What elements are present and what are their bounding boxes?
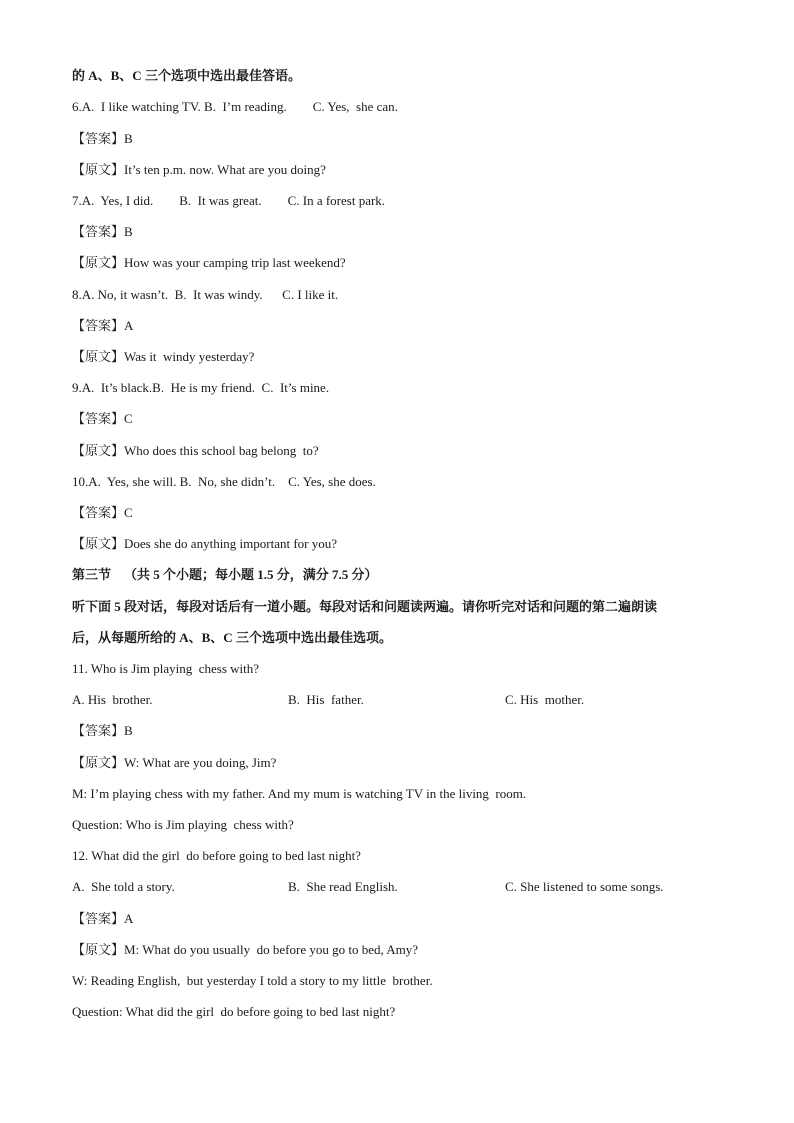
question-12-source: [72, 941, 418, 959]
question-6-answer: [72, 130, 133, 148]
source-label: 【原文】: [72, 536, 125, 551]
question-7-answer: [72, 223, 133, 241]
question-11-answer: [72, 722, 133, 740]
source-text: It’s ten p.m. now. What are you doing?: [124, 162, 326, 177]
source-label: 【原文】: [72, 755, 125, 770]
answer-value: C: [124, 411, 133, 426]
source-label: 【原文】: [72, 162, 125, 177]
answer-label: 【答案】: [72, 224, 125, 239]
question-11-option-b: B. His father.: [288, 692, 364, 707]
source-label: 【原文】: [72, 942, 125, 957]
question-10-answer: [72, 504, 133, 522]
question-6-options: 6.A. I like watching TV. B. I’m reading. C. Yes, she can.: [72, 99, 398, 114]
answer-label: 【答案】: [72, 131, 125, 146]
answer-value: B: [124, 131, 133, 146]
answer-value: A: [124, 911, 134, 926]
section-3-instruction-line-2: 后，从每题所给的 A、B、C 三个选项中选出最佳选项。: [72, 630, 392, 645]
question-9-options: 9.A. It’s black.B. He is my friend. C. It’s mine.: [72, 380, 330, 395]
source-label: 【原文】: [72, 349, 125, 364]
question-8-answer: [72, 317, 133, 335]
question-12-source-line-2: W: Reading English, but yesterday I told a story to my little brother.: [72, 973, 433, 988]
question-12-option-a: A. She told a story.: [72, 879, 175, 894]
answer-label: 【答案】: [72, 723, 125, 738]
question-11-source: [72, 754, 276, 772]
question-12-option-b: B. She read English.: [288, 879, 398, 894]
answer-value: A: [124, 318, 134, 333]
answer-value: B: [124, 723, 133, 738]
question-7-options: 7.A. Yes, I did. B. It was great. C. In a forest park.: [72, 193, 386, 208]
source-text: How was your camping trip last weekend?: [124, 255, 346, 270]
question-12-answer: [72, 910, 133, 928]
source-text: Who does this school bag belong to?: [124, 443, 319, 458]
answer-value: B: [124, 224, 133, 239]
source-text: M: What do you usually do before you go to bed, Amy?: [124, 942, 419, 957]
question-12-option-c: C. She listened to some songs.: [505, 879, 664, 894]
question-9-source: [72, 442, 319, 460]
question-11-option-c: C. His mother.: [505, 692, 585, 707]
question-7-source: [72, 254, 346, 272]
question-10-options: 10.A. Yes, she will. B. No, she didn’t. C. Yes, she does.: [72, 474, 376, 489]
answer-label: 【答案】: [72, 411, 125, 426]
question-11-source-line-2: M: I’m playing chess with my father. And my mum is watching TV in the living room.: [72, 786, 527, 801]
answer-label: 【答案】: [72, 505, 125, 520]
question-11-source-line-3: Question: Who is Jim playing chess with?: [72, 817, 294, 832]
answer-label: 【答案】: [72, 318, 125, 333]
question-8-source: [72, 348, 254, 366]
question-10-source: [72, 535, 337, 553]
section-3-instruction-line-1: 听下面 5 段对话，每段对话后有一道小题。每段对话和问题读两遍。请你听完对话和问题的第二遍朗读: [72, 599, 658, 614]
source-label: 【原文】: [72, 443, 125, 458]
source-text: Was it windy yesterday?: [124, 349, 255, 364]
question-11-text: 11. Who is Jim playing chess with?: [72, 661, 260, 676]
answer-label: 【答案】: [72, 911, 125, 926]
question-12-source-line-3: Question: What did the girl do before going to bed last night?: [72, 1004, 396, 1019]
source-text: Does she do anything important for you?: [124, 536, 338, 551]
answer-value: C: [124, 505, 133, 520]
question-6-source: [72, 161, 326, 179]
question-11-option-a: A. His brother.: [72, 692, 153, 707]
source-text: W: What are you doing, Jim?: [124, 755, 277, 770]
source-label: 【原文】: [72, 255, 125, 270]
question-9-answer: [72, 410, 133, 428]
question-8-options: 8.A. No, it wasn’t. B. It was windy. C. I like it.: [72, 287, 339, 302]
instruction-tail: 的 A、B、C 三个选项中选出最佳答语。: [72, 68, 301, 83]
section-3-heading: 第三节 （共 5 个小题；每小题 1.5 分，满分 7.5 分）: [72, 567, 378, 582]
question-12-text: 12. What did the girl do before going to bed last night?: [72, 848, 361, 863]
